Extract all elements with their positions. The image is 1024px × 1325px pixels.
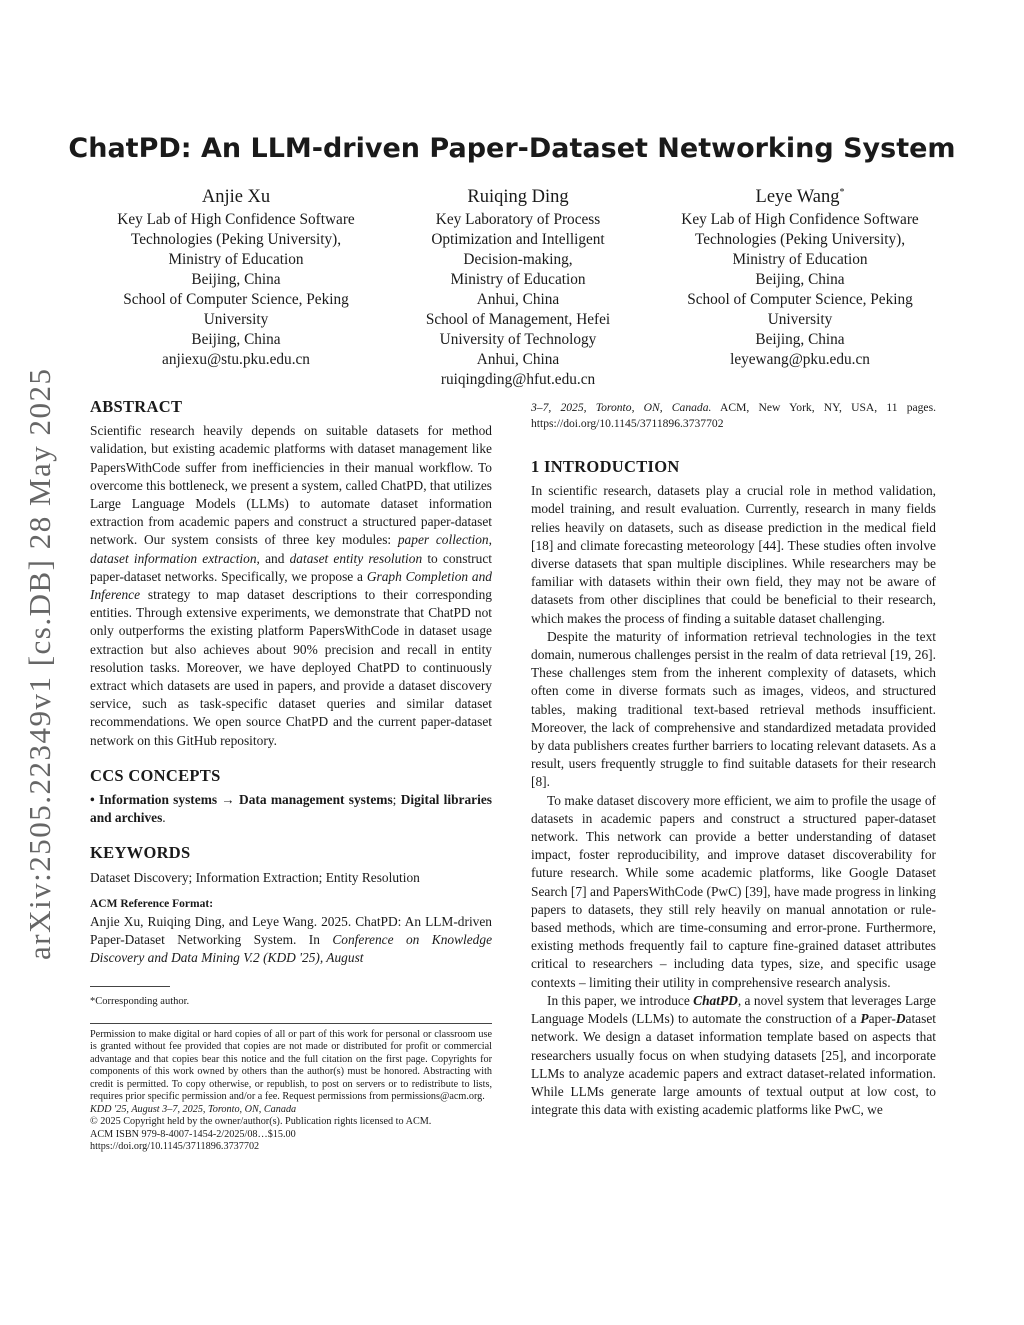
- affiliation-line: Key Lab of High Confidence Software: [117, 211, 355, 229]
- abstract-text: Scientific research heavily depends on suitable datasets for method validation, but existing academic platforms with dataset management like PapersWithCode suffer from inefficiencies in their manual workflow. To overcome this bottleneck, we present a system, called ChatPD, that utilizes Large Language Models (LLMs) to automate dataset information extraction from academic papers and construct a structured paper-dataset network. Our system consists of three key modules: paper collection, dataset information extraction, and dataset entity resolution to construct paper-dataset networks. Specifically, we propose a Graph Completion and Inference strategy to map dataset descriptions to their corresponding entities. Through extensive experiments, we demonstrate that ChatPD not only outperforms the existing platform PapersWithCode in dataset usage extraction but also achieves about 90% precision and recall in entity resolution tasks. Moreover, we have deployed ChatPD to continuously extract which datasets are used in papers, and provide a dataset discovery service, such as task-specific dataset queries and similar dataset recommendations. We open source ChatPD and the current paper-dataset network on this GitHub repository.: [90, 423, 492, 748]
- affiliation-line: School of Management, Hefei: [425, 311, 611, 329]
- conference-line: KDD '25, August 3–7, 2025, Toronto, ON, Canada: [90, 1103, 297, 1115]
- author-name: Leye Wang*: [755, 187, 845, 208]
- author-1: [100, 180, 372, 390]
- affiliation-line: Technologies (Peking University),: [694, 231, 906, 249]
- author-email: leyewang@pku.edu.cn: [730, 351, 870, 369]
- affiliation-line: Technologies (Peking University),: [130, 231, 342, 249]
- isbn-line: ACM ISBN 979-8-4007-1454-2/2025/08…$15.00: [90, 1128, 296, 1140]
- intro-paragraph: To make dataset discovery more efficient, we aim to profile the usage of datasets in academic papers and construct a structured paper-dataset network. This network can provide a better understanding of dataset impact, foster reproducibility, and improve dataset discoverability for future research. While some academic platforms, like Google Dataset Search [7] and PapersWithCode (PwC) [39], have made progress in linking papers to datasets, they still rely heavily on manual annotation or rule-based methods, which are time-consuming and error-prone. Furthermore, existing methods frequently fail to capture fine-grained dataset attributes critical to researchers – including data types, size, and specific usage contexts – limiting their utility in comprehensive research analysis.: [531, 792, 936, 990]
- corresponding-author-footnote: *Corresponding author.: [90, 995, 190, 1007]
- affiliation-line: Beijing, China: [755, 331, 845, 349]
- right-column: [531, 400, 936, 1119]
- affiliation-line: Beijing, China: [755, 271, 845, 289]
- affiliation-line: Ministry of Education: [168, 251, 304, 269]
- reference-format-venue-part: Conference on Knowledge Discovery and Data Mining V.2 (KDD '25), August: [90, 932, 493, 966]
- affiliation-line: Key Laboratory of Process: [435, 211, 601, 229]
- affiliation-line: Optimization and Intelligent: [431, 231, 605, 249]
- footnote-rule: [90, 986, 170, 987]
- doi-line: https://doi.org/10.1145/3711896.3737702: [90, 1141, 260, 1153]
- author-email: anjiexu@stu.pku.edu.cn: [162, 351, 310, 369]
- introduction-heading: 1 INTRODUCTION: [531, 457, 680, 476]
- permission-notice: Permission to make digital or hard copies of all or part of this work for personal or classroom use is granted without fee provided that copies are not made or distributed for profit or commercial advantage and that copies bear this notice and the full citation on the first page. Copyrights for components of this work owned by others than the author(s) must be honored. Abstracting with credit is permitted. To copy otherwise, or republish, to post on servers or to redistribute to lists, requires prior specific permission and/or a fee. Request permissions from permissions@acm.org. KDD '25, August 3–7, 2025, Toronto, ON, Canada © 2025 Copyright held by the owner/author(s). Publication rights licensed to ACM. ACM ISBN 979-8-4007-1454-2/2025/08…$15.00 https://doi.org/10.1145/3711896.3737702: [90, 1023, 492, 1154]
- author-2: [382, 180, 654, 390]
- author-3: [664, 180, 936, 390]
- affiliation-line: University of Technology: [439, 331, 597, 349]
- reference-format-text: Anjie Xu, Ruiqing Ding, and Leye Wang. 2025. ChatPD: An LLM-driven Paper-Dataset Networking System. In Conference on Knowledge Discovery and Data Mining V.2 (KDD '25), August: [90, 914, 493, 966]
- arxiv-identifier: arXiv:2505.22349v1 [cs.DB] 28 May 2025: [22, 367, 57, 960]
- intro-paragraph: In this paper, we introduce ChatPD, a novel system that leverages Large Language Models (LLMs) to automate the construction of a Paper-Dataset network. We design a dataset information template based on aspects that researchers usually focus on when studying datasets [25], and incorporate LLMs to analyze academic papers and extract dataset-related information. While LLMs generate large amounts of textual output at low cost, to integrate this data with existing academic platforms like PwC, we: [531, 992, 936, 1118]
- reference-format-heading: ACM Reference Format:: [90, 897, 214, 910]
- affiliation-line: Ministry of Education: [450, 271, 586, 289]
- affiliation-line: University: [203, 311, 269, 329]
- copyright-line: © 2025 Copyright held by the owner/author(s). Publication rights licensed to ACM.: [90, 1116, 432, 1128]
- intro-paragraph: Despite the maturity of information retrieval technologies in the text domain, numerous challenges persist in the realm of data retrieval [19, 26]. These challenges stem from the inherent complexity of datasets, which often come in diverse formats such as images, videos, and structured tables, making traditional text-based retrieval methods insufficient. Moreover, the lack of comprehensive and standardized metadata provided by data publishers creates further barriers to locating relevant datasets. As a result, users frequently struggle to find suitable datasets for their research [8].: [531, 628, 936, 790]
- affiliation-line: University: [767, 311, 833, 329]
- ccs-text: • Information systems → Data management systems; Digital libraries and archives.: [90, 792, 492, 826]
- affiliation-line: Ministry of Education: [732, 251, 868, 269]
- abstract-heading: ABSTRACT: [90, 397, 183, 416]
- keywords-text: Dataset Discovery; Information Extraction; Entity Resolution: [90, 869, 420, 885]
- affiliation-line: School of Computer Science, Peking: [687, 291, 913, 309]
- author-block: [100, 180, 936, 390]
- reference-format-continuation: 3–7, 2025, Toronto, ON, Canada. ACM, New York, NY, USA, 11 pages. https://doi.org/10.1145/3711896.3737702: [531, 401, 936, 430]
- affiliation-line: Key Lab of High Confidence Software: [681, 211, 919, 229]
- author-name: Anjie Xu: [201, 187, 271, 208]
- intro-paragraph: In scientific research, datasets play a crucial role in method validation, model training, and result evaluation. Currently, research in many fields relies heavily on datasets, such as disease prediction in the medical field [18] and climate forecasting meteorology [44]. These studies often involve diverse datasets that span multiple disciplines. While researchers may be familiar with datasets within their own field, they may not be aware of datasets from other disciplines that could be beneficial to their research, which makes the process of finding a suitable dataset challenging.: [531, 483, 936, 626]
- affiliation-line: Beijing, China: [191, 331, 281, 349]
- affiliation-line: School of Computer Science, Peking: [123, 291, 349, 309]
- paper-title: ChatPD: An LLM-driven Paper-Dataset Networking System: [68, 133, 956, 164]
- affiliation-line: Beijing, China: [191, 271, 281, 289]
- left-column: [90, 398, 492, 1154]
- author-name: Ruiqing Ding: [467, 187, 569, 208]
- affiliation-line: Anhui, China: [476, 351, 560, 369]
- affiliation-line: Decision-making,: [463, 251, 573, 269]
- author-email: ruiqingding@hfut.edu.cn: [440, 371, 596, 389]
- ccs-heading: CCS CONCEPTS: [90, 765, 221, 785]
- affiliation-line: Anhui, China: [476, 291, 560, 309]
- keywords-heading: KEYWORDS: [90, 843, 191, 863]
